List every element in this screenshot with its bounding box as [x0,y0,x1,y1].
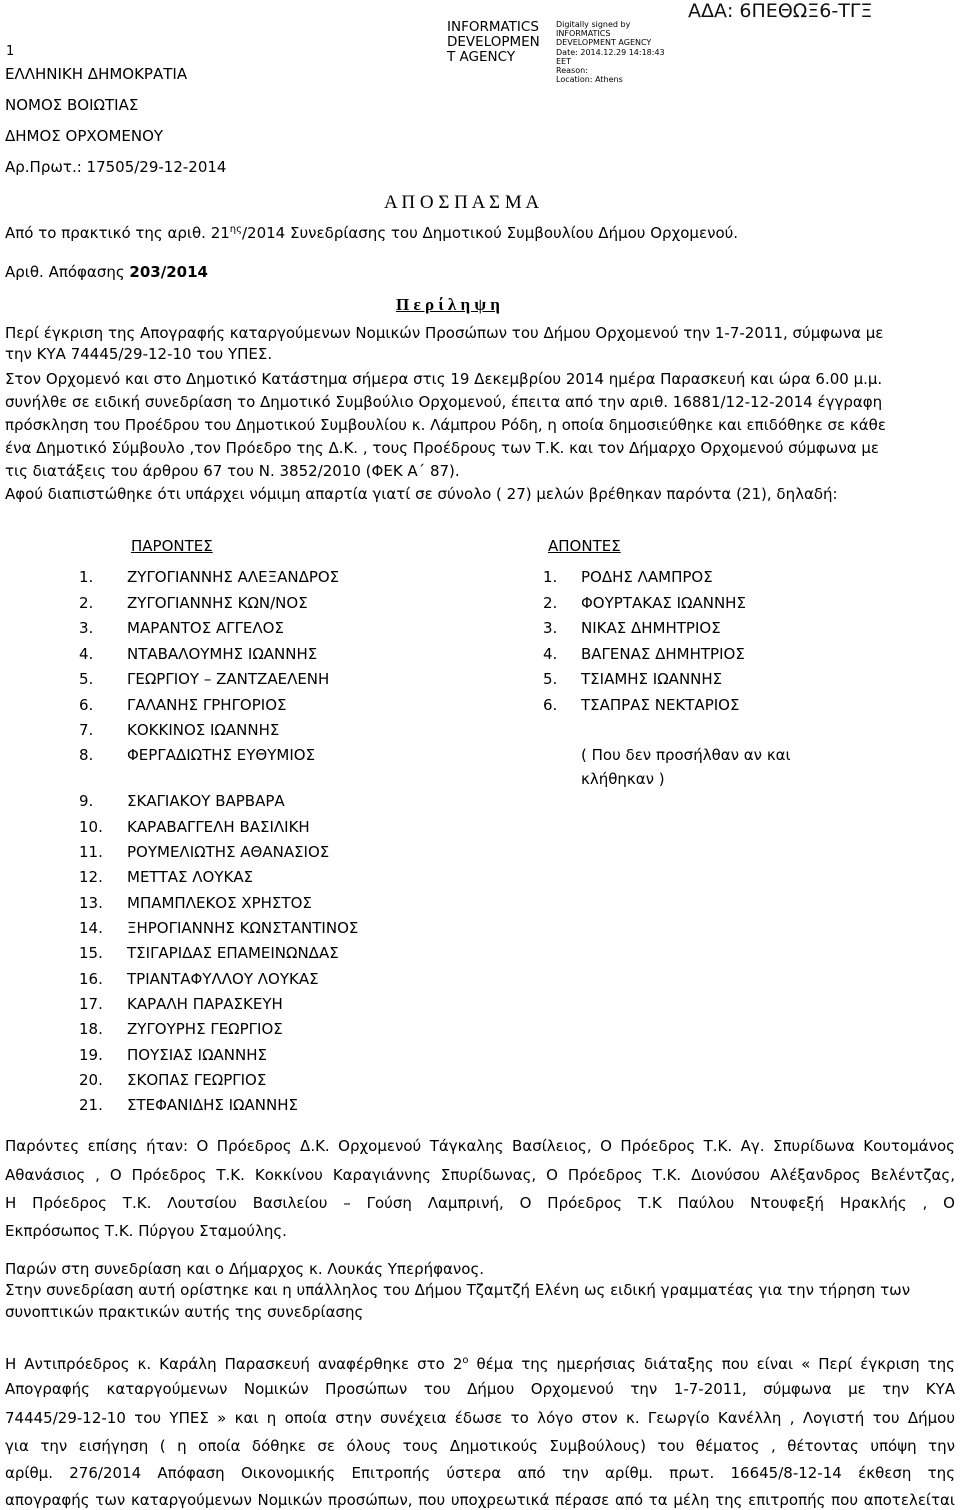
rapporteur-before: Η Αντιπρόεδρος κ. Καράλη Παρασκευή αναφέρθηκε στο 2 [5,1355,463,1373]
minutes-sup: ης [229,224,242,235]
item-name: ΖΥΓΟΓΙΑΝΝΗΣ ΑΛΕΞΑΝΔΡΟΣ [127,568,340,586]
header-prefecture: ΝΟΜΟΣ ΒΟΙΩΤΙΑΣ [5,96,139,114]
item-number: 17. [79,995,103,1013]
session-line: πρόσκληση του Προέδρου του Δημοτικού Συμβουλίου κ. Λάμπρου Ρόδη, η οποία δημοσιεύθηκε και επιδόθηκε σε κάθε [5,416,886,434]
item-number: 20. [79,1071,103,1089]
item-number: 13. [79,894,103,912]
item-number: 3. [79,619,94,637]
present-item [79,670,329,688]
item-number: 2. [79,594,94,612]
also-present-line: Αθανάσιος , Ο Πρόεδρος Τ.Κ. Κοκκίνου Καραγιάννης Σπυρίδωνας, Ο Πρόεδρος Τ.Κ. Διονύσου Αλέξανδρος Βελέντζας, [5,1166,955,1184]
summary-line: Περί έγκριση της Απογραφής καταργούμενων Νομικών Προσώπων του Δήμου Ορχομενού την 1-7-2011, σύμφωνα με [5,324,884,342]
item-name: ΣΤΕΦΑΝΙΔΗΣ ΙΩΑΝΝΗΣ [127,1096,298,1114]
absent-item [543,619,721,637]
present-item [79,995,283,1013]
present-item [79,792,285,810]
absent-item [543,670,722,688]
item-number: 8. [79,746,94,764]
present-item [79,868,253,886]
item-number: 1. [79,568,94,586]
page-number: 1 [6,44,15,59]
item-name: ΝΤΑΒΑΛΟΥΜΗΣ ΙΩΑΝΝΗΣ [127,645,318,663]
rapporteur-line: αρίθμ. 276/2014 Απόφαση Οικονομικής Επιτροπής ύστερα από την αρίθμ. πρωτ. 16645/8-12-14 έκθεση της [5,1464,955,1482]
item-number: 6. [543,696,558,714]
item-number: 4. [543,645,558,663]
item-name: ΚΟΚΚΙΝΟΣ ΙΩΑΝΝΗΣ [127,721,280,739]
absent-item [543,696,739,714]
stamp-details [556,20,665,84]
item-number: 21. [79,1096,103,1114]
present-item [79,619,284,637]
item-number: 16. [79,970,103,988]
minutes-after: /2014 Συνεδρίασης του Δημοτικού Συμβουλίου Δήμου Ορχομενού. [242,224,739,242]
item-name: ΜΠΑΜΠΛΕΚΟΣ ΧΡΗΣΤΟΣ [127,894,312,912]
stamp-detail: INFORMATICS [556,29,611,39]
quorum-line: Αφού διαπιστώθηκε ότι υπάρχει νόμιμη απαρτία γιατί σε σύνολο ( 27) μελών βρέθηκαν παρόντα (21), δηλαδή: [5,485,838,503]
absent-item [543,645,745,663]
present-item [79,970,319,988]
summary-line: την ΚΥΑ 74445/29-12-10 του ΥΠΕΣ. [5,345,273,363]
present-item [79,843,329,861]
present-item [79,919,358,937]
item-number: 11. [79,843,103,861]
item-name: ΒΑΓΕΝΑΣ ΔΗΜΗΤΡΙΟΣ [581,645,745,663]
item-number: 18. [79,1020,103,1038]
item-number: 19. [79,1046,103,1064]
also-present-line: Εκπρόσωπος Τ.Κ. Πύργου Σταμούλης. [5,1222,287,1240]
item-name: ΡΟΥΜΕΛΙΩΤΗΣ ΑΘΑΝΑΣΙΟΣ [127,843,330,861]
present-item [79,1071,266,1089]
present-item [79,696,287,714]
present-item [79,1046,267,1064]
item-name: ΓΑΛΑΝΗΣ ΓΡΗΓΟΡΙΟΣ [127,696,287,714]
header-municipality: ΔΗΜΟΣ ΟΡΧΟΜΕΝΟΥ [5,127,164,145]
header-protocol: Αρ.Πρωτ.: 17505/29-12-2014 [5,158,227,176]
minutes-line [5,220,738,243]
item-number: 10. [79,818,103,836]
session-line: Στον Ορχομενό και στο Δημοτικό Κατάστημα σήμερα στις 19 Δεκεμβρίου 2014 ημέρα Παρασκευή και ώρα 6.00 μ.μ. [5,370,883,388]
present-item [79,594,308,612]
rapporteur-line-first [5,1351,955,1374]
present-item [79,818,310,836]
session-line: τις διατάξεις του άρθρου 67 του Ν. 3852/2010 (ΦΕΚ Α΄ 87). [5,462,460,480]
stamp-detail: EET [556,56,571,66]
present-item [79,944,339,962]
stamp-detail: Location: Athens [556,75,623,85]
present-item [79,721,279,739]
item-name: ΓΕΩΡΓΙΟΥ – ΖΑΝΤΖΑΕΛΕΝΗ [127,670,330,688]
item-number: 14. [79,919,103,937]
absent-note-line: ( Που δεν προσήλθαν αν και [581,746,791,764]
decision-label: Αριθ. Απόφασης [5,263,130,281]
item-name: ΦΕΡΓΑΔΙΩΤΗΣ ΕΥΘΥΜΙΟΣ [127,746,316,764]
item-number: 1. [543,568,558,586]
item-number: 6. [79,696,94,714]
item-name: ΖΥΓΟΓΙΑΝΝΗΣ ΚΩΝ/ΝΟΣ [127,594,308,612]
rapporteur-line: για την εισήγηση ( η οποία δόθηκε σε όλους τους Δημοτικούς Συμβούλους) του θέματος , θέτοντας υπόψη την [5,1437,955,1455]
rapporteur-line: απογραφής των καταργούμενων Νομικών προσώπων, που υποχρεωτικά πέρασε από τα μέλη της επιτροπής που αποτελείται [5,1491,955,1509]
stamp-name-line: INFORMATICS [447,19,539,35]
item-name: ΞΗΡΟΓΙΑΝΝΗΣ ΚΩΝΣΤΑΝΤΙΝΟΣ [127,919,359,937]
item-name: ΠΟΥΣΙΑΣ ΙΩΑΝΝΗΣ [127,1046,268,1064]
rapporteur-line: 74445/29-12-10 του ΥΠΕΣ » και η οποία στην συνέχεια έδωσε το λόγο στον κ. Γεωργίο Κανέλλη , Λογιστή του Δήμου [5,1409,955,1427]
item-number: 9. [79,792,94,810]
absent-item [543,594,746,612]
header-country: ΕΛΛΗΝΙΚΗ ΔΗΜΟΚΡΑΤΙΑ [5,65,188,83]
item-name: ΤΡΙΑΝΤΑΦΥΛΛΟΥ ΛΟΥΚΑΣ [127,970,319,988]
item-name: ΜΑΡΑΝΤΟΣ ΑΓΓΕΛΟΣ [127,619,284,637]
decision-number: 203/2014 [129,263,208,281]
present-item [79,645,317,663]
rapporteur-after: θέμα της ημερήσιας διάταξης που είναι « Περί έγκριση της [468,1355,955,1373]
present-item [79,1096,298,1114]
summary-heading: Π ε ρ ί λ η ψ η [396,295,500,314]
item-number: 3. [543,619,558,637]
absent-note-line: κλήθηκαν ) [581,770,665,788]
rapporteur-sup: ο [462,1355,469,1366]
present-item [79,1020,283,1038]
session-line: συνήλθε σε ειδική συνεδρίαση το Δημοτικό Συμβούλιο Ορχομενού, έπειτα από την αριθ. 16881/12-12-2014 έγγραφη [5,393,883,411]
item-number: 5. [79,670,94,688]
present-item [79,894,312,912]
present-heading: ΠΑΡΟΝΤΕΣ [131,537,213,555]
stamp-detail: Digitally signed by [556,20,631,29]
decision-line [5,262,208,282]
item-name: ΜΕΤΤΑΣ ΛΟΥΚΑΣ [127,868,254,886]
item-number: 7. [79,721,94,739]
document-title: Α Π Ο Σ Π Α Σ Μ Α [384,192,540,213]
item-name: ΣΚΑΓΙΑΚΟΥ ΒΑΡΒΑΡΑ [127,792,285,810]
stamp-name-line: T AGENCY [447,49,516,65]
item-name: ΣΚΟΠΑΣ ΓΕΩΡΓΙΟΣ [127,1071,267,1089]
item-name: ΤΣΙΑΜΗΣ ΙΩΑΝΝΗΣ [581,670,723,688]
stamp-name-line: DEVELOPMEN [447,34,540,50]
present-item [79,568,339,586]
rapporteur-line: Απογραφής καταργούμενων Νομικών Προσώπων του Δήμου Ορχομενού την 1-7-2011, σύμφωνα με την ΚΥΑ [5,1380,955,1398]
ada-code: ΑΔΑ: 6ΠΕΘΩΞ6-ΤΓΞ [688,0,873,22]
item-number: 12. [79,868,103,886]
item-number: 4. [79,645,94,663]
absent-item [543,568,713,586]
stamp-detail: DEVELOPMENT AGENCY [556,38,652,48]
secretary-line: συνοπτικών πρακτικών αυτής της συνεδρίασης [5,1303,364,1321]
item-name: ΡΟΔΗΣ ΛΑΜΠΡΟΣ [581,568,713,586]
item-name: ΚΑΡΑΛΗ ΠΑΡΑΣΚΕΥΗ [127,995,283,1013]
item-number: 15. [79,944,103,962]
stamp-name [447,20,552,65]
item-name: ΦΟΥΡΤΑΚΑΣ ΙΩΑΝΝΗΣ [581,594,746,612]
mayor-line: Παρών στη συνεδρίαση και ο Δήμαρχος κ. Λουκάς Υπερήφανος. [5,1260,485,1278]
also-present-line: Παρόντες επίσης ήταν: Ο Πρόεδρος Δ.Κ. Ορχομενού Τάγκαλης Βασίλειος, Ο Πρόεδρος Τ.Κ. Αγ. Σπυρίδωνα Κουτομάνος [5,1137,955,1155]
present-item [79,746,315,764]
item-number: 5. [543,670,558,688]
stamp-detail: Reason: [556,66,588,76]
session-line: ένα Δημοτικό Σύμβουλο ,τον Πρόεδρο της Δ.Κ. , τους Προέδρους των Τ.Κ. και τον Δήμαρχο Ορχομενού σύμφωνα με [5,439,880,457]
stamp-detail: Date: 2014.12.29 14:18:43 [556,47,665,57]
item-number: 2. [543,594,558,612]
minutes-before: Από το πρακτικό της αριθ. 21 [5,224,230,242]
also-present-line: Η Πρόεδρος Τ.Κ. Λουτσίου Βασιλείου – Γούση Λαμπρινή, Ο Πρόεδρος Τ.Κ Παύλου Ντουφεξή Ηρακλής , Ο [5,1194,955,1212]
absent-heading: ΑΠΟΝΤΕΣ [548,537,621,555]
item-name: ΝΙΚΑΣ ΔΗΜΗΤΡΙΟΣ [581,619,721,637]
item-name: ΚΑΡΑΒΑΓΓΕΛΗ ΒΑΣΙΛΙΚΗ [127,818,310,836]
secretary-line: Στην συνεδρίαση αυτή ορίστηκε και η υπάλληλος του Δήμου Τζαμτζή Ελένη ως ειδική γραμματέας για την τήρηση των [5,1281,911,1299]
item-name: ΖΥΓΟΥΡΗΣ ΓΕΩΡΓΙΟΣ [127,1020,283,1038]
item-name: ΤΣΙΓΑΡΙΔΑΣ ΕΠΑΜΕΙΝΩΝΔΑΣ [127,944,339,962]
item-name: ΤΣΑΠΡΑΣ ΝΕΚΤΑΡΙΟΣ [581,696,740,714]
